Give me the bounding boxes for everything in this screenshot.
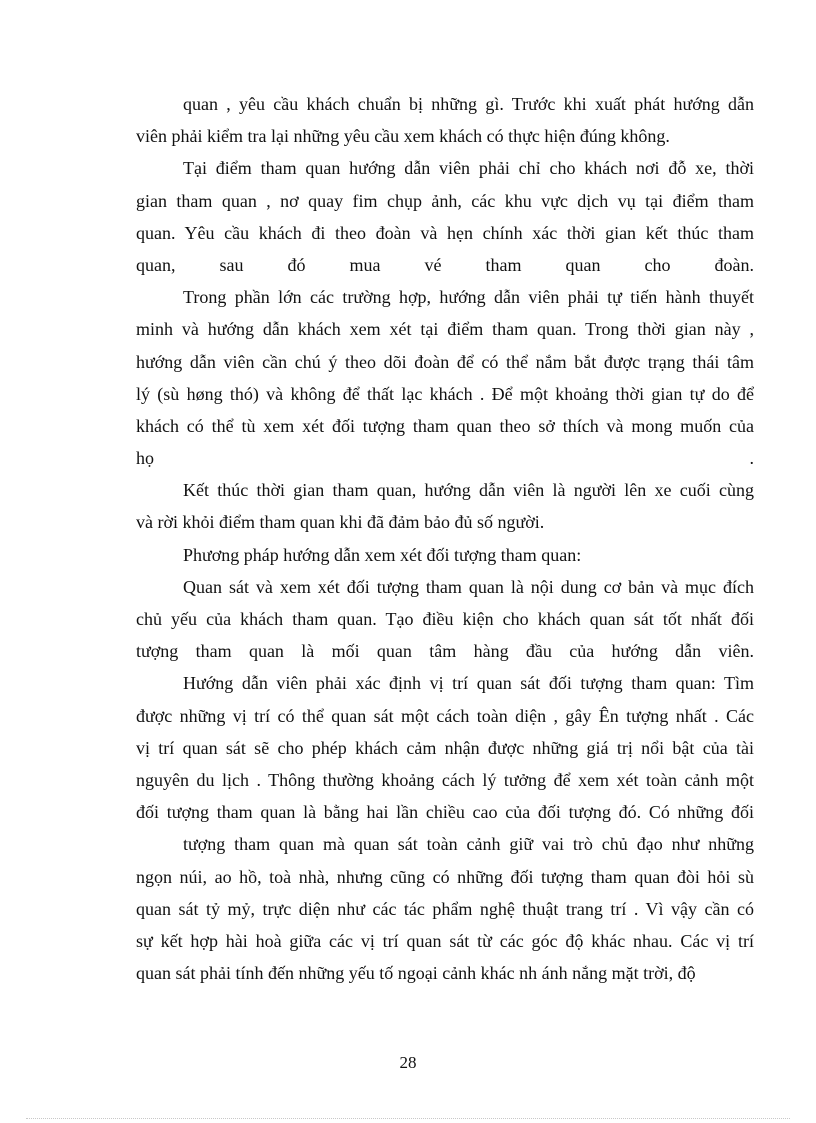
text-line: quan sát phải tính đến những yếu tố ngoại cảnh khác nh ánh nắng mặt trời, độ <box>136 963 696 984</box>
text-line: nguyên du lịch . Thông thường khoảng cách lý tưởng để xem xét toàn cảnh một <box>136 769 754 790</box>
document-body <box>136 88 754 989</box>
text-line: ngọn núi, ao hồ, toà nhà, nhưng cũng có những đối tượng tham quan đòi hỏi sù <box>136 866 754 887</box>
text-line: chủ yếu của khách tham quan. Tạo điều kiện cho khách quan sát tốt nhất đối <box>136 609 754 629</box>
text-line: Phương pháp hướng dẫn xem xét đối tượng tham quan: <box>183 544 582 565</box>
text-line: Kết thúc thời gian tham quan, hướng dẫn viên là người lên xe cuối cùng <box>183 480 754 501</box>
text-line: Quan sát và xem xét đối tượng tham quan là nội dung cơ bản và mục đích <box>183 576 754 597</box>
text-line: họ . <box>136 448 754 469</box>
text-line: tượng tham quan là mối quan tâm hàng đầu của hướng dẫn viên. <box>136 641 754 662</box>
text-line: Tại điểm tham quan hướng dẫn viên phải chỉ cho khách nơi đỗ xe, thời <box>183 158 754 179</box>
text-line: Hướng dẫn viên phải xác định vị trí quan sát đối tượng tham quan: Tìm <box>183 673 754 694</box>
text-line: khách có thể tù xem xét đối tượng tham quan theo sở thích và mong muốn của <box>136 415 754 436</box>
text-line: quan sát tỷ mỷ, trực diện như các tác phẩm nghệ thuật trang trí . Vì vậy cần có <box>136 898 754 919</box>
text-line: minh và hướng dẫn khách xem xét tại điểm tham quan. Trong thời gian này , <box>136 319 754 340</box>
text-line: được những vị trí có thể quan sát một cách toàn diện , gây Ên tượng nhất . Các <box>136 705 754 726</box>
text-line: vị trí quan sát sẽ cho phép khách cảm nhận được những giá trị nổi bật của tài <box>136 737 754 758</box>
text-line: đối tượng tham quan là bằng hai lần chiều cao của đối tượng đó. Có những đối <box>136 802 754 823</box>
text-line: quan , yêu cầu khách chuẩn bị những gì. Trước khi xuất phát hướng dẫn <box>183 94 754 114</box>
footer-divider <box>26 1118 790 1119</box>
text-line: tượng tham quan mà quan sát toàn cảnh giữ vai trò chủ đạo như những <box>183 834 754 855</box>
text-line: viên phải kiểm tra lại những yêu cầu xem khách có thực hiện đúng không. <box>136 126 670 147</box>
text-line: quan, sau đó mua vé tham quan cho đoàn. <box>136 254 754 275</box>
text-line: Trong phần lớn các trường hợp, hướng dẫn viên phải tự tiến hành thuyết <box>183 287 754 308</box>
text-line: quan. Yêu cầu khách đi theo đoàn và hẹn chính xác thời gian kết thúc tham <box>136 222 754 243</box>
text-line: lý (sù høng thó) và không để thất lạc khách . Để một khoảng thời gian tự do để <box>136 383 754 404</box>
text-line: hướng dẫn viên cần chú ý theo dõi đoàn để có thể nắm bắt được trạng thái tâm <box>136 351 754 372</box>
text-line: và rời khỏi điểm tham quan khi đã đảm bảo đủ số người. <box>136 512 545 533</box>
page-number: 28 <box>399 1053 417 1072</box>
text-line: gian tham quan , nơ quay fim chụp ảnh, các khu vực dịch vụ tại điểm tham <box>136 190 754 211</box>
text-line: sự kết hợp hài hoà giữa các vị trí quan sát từ các góc độ khác nhau. Các vị trí <box>136 930 754 951</box>
